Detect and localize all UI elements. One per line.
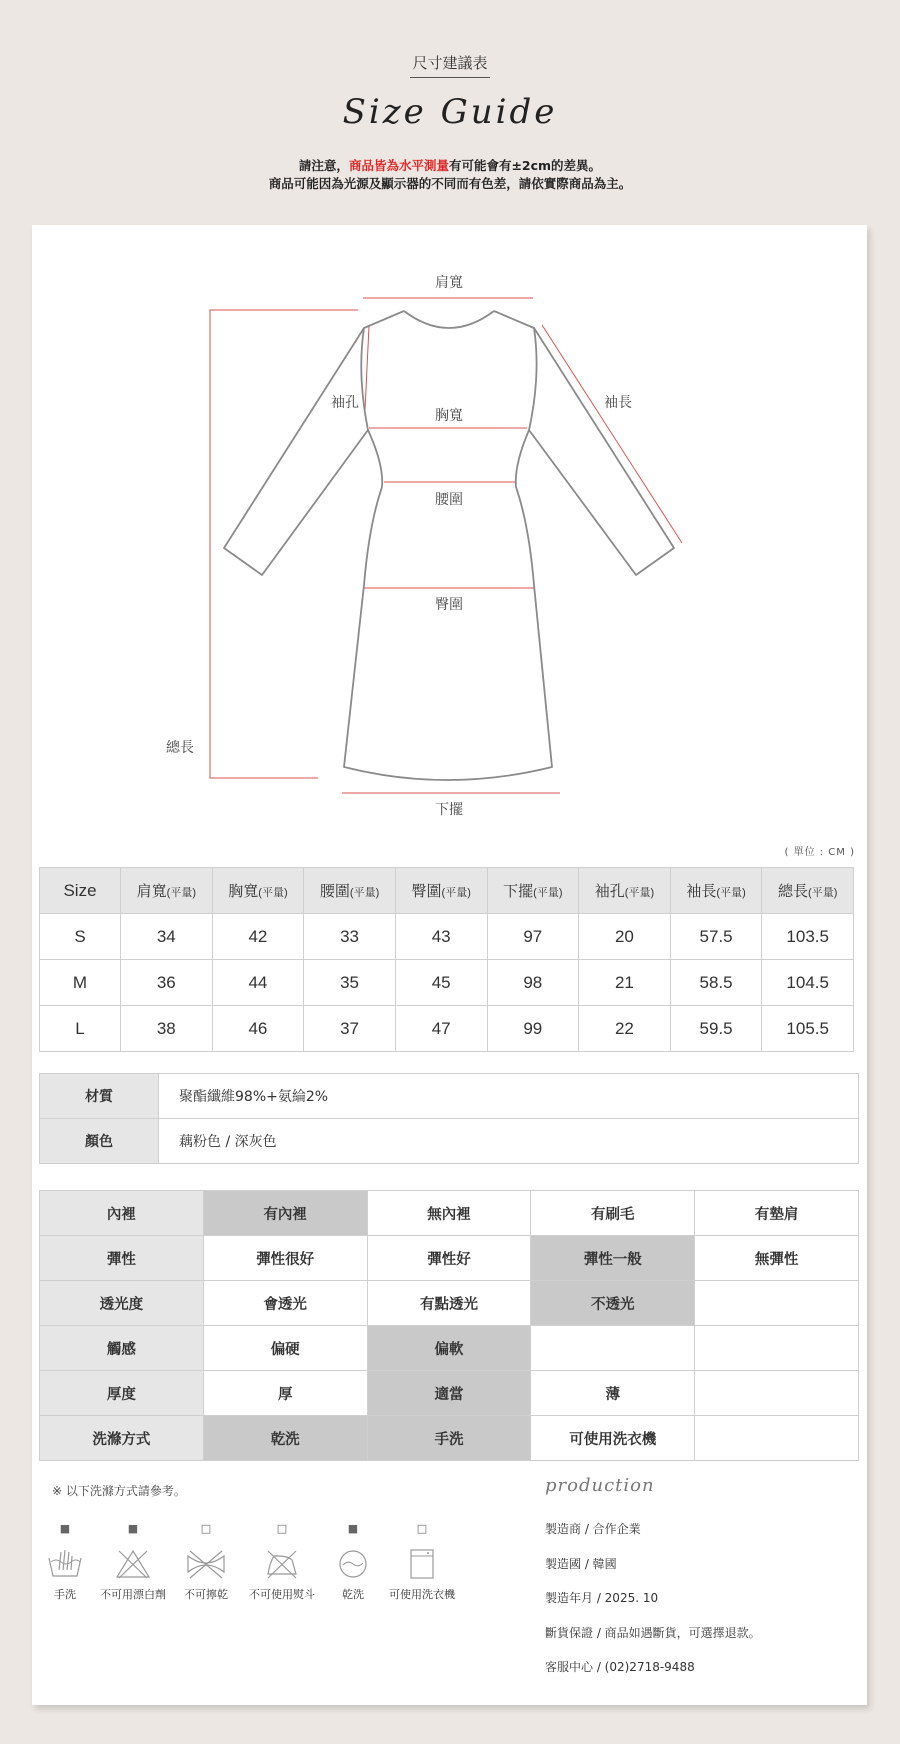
table-cell: 59.5 xyxy=(670,1006,762,1052)
size-cell: L xyxy=(40,1006,121,1052)
table-cell: 22 xyxy=(579,1006,671,1052)
material-table xyxy=(39,1073,859,1164)
table-cell: 103.5 xyxy=(762,914,854,960)
color-label: 顏色 xyxy=(40,1119,159,1164)
page-title: Size Guide xyxy=(342,92,558,132)
column-header: 腰圍(平量) xyxy=(304,868,396,914)
attribute-option: 彈性好 xyxy=(367,1236,531,1281)
attribute-row xyxy=(40,1281,859,1326)
color-value: 藕粉色 / 深灰色 xyxy=(159,1119,859,1164)
wash-item-hand-wash: ■ 手洗 xyxy=(25,1522,105,1602)
attribute-option: 會透光 xyxy=(203,1281,367,1326)
size-cell: M xyxy=(40,960,121,1006)
attribute-table xyxy=(39,1190,859,1461)
table-cell: 33 xyxy=(304,914,396,960)
dress-illustration xyxy=(32,225,867,835)
service-line: 客服中心 / (02)2718-9488 xyxy=(545,1660,695,1674)
attribute-row xyxy=(40,1371,859,1416)
wash-note: ※ 以下洗滌方式請參考。 xyxy=(52,1484,186,1498)
attribute-label: 洗滌方式 xyxy=(40,1416,204,1461)
table-cell: 57.5 xyxy=(670,914,762,960)
attribute-option: 無內裡 xyxy=(367,1191,531,1236)
check-mark: ■ xyxy=(347,1522,359,1535)
wash-item-no-wring: □ 不可擰乾 xyxy=(166,1522,246,1602)
guarantee-line: 斷貨保證 / 商品如遇斷貨，可選擇退款。 xyxy=(545,1626,761,1640)
table-row xyxy=(40,914,854,960)
attribute-label: 觸感 xyxy=(40,1326,204,1371)
material-row xyxy=(40,1074,859,1119)
date-line: 製造年月 / 2025. 10 xyxy=(545,1591,659,1605)
check-mark: ■ xyxy=(59,1522,71,1535)
table-cell: 99 xyxy=(487,1006,579,1052)
check-mark: □ xyxy=(200,1522,212,1535)
attribute-row xyxy=(40,1191,859,1236)
notice-highlight: 商品皆為水平測量 xyxy=(348,158,449,173)
table-cell: 105.5 xyxy=(762,1006,854,1052)
table-cell: 20 xyxy=(579,914,671,960)
attribute-row xyxy=(40,1236,859,1281)
column-header: 袖孔(平量) xyxy=(579,868,671,914)
notice-line-1: 請注意，商品皆為水平測量有可能會有±2cm的差異。 xyxy=(298,158,602,173)
attribute-option: 適當 xyxy=(367,1371,531,1416)
attribute-option: 彈性很好 xyxy=(203,1236,367,1281)
table-cell: 36 xyxy=(121,960,213,1006)
attribute-option xyxy=(695,1416,859,1461)
attribute-option: 有內裡 xyxy=(203,1191,367,1236)
wash-item-no-bleach: ■ 不可用漂白劑 xyxy=(93,1522,173,1602)
table-cell: 44 xyxy=(212,960,304,1006)
table-cell: 43 xyxy=(395,914,487,960)
wash-item-washing-machine: □ 可使用洗衣機 xyxy=(382,1522,462,1602)
column-header: 肩寬(平量) xyxy=(121,868,213,914)
check-mark: ■ xyxy=(127,1522,139,1535)
material-value: 聚酯纖維98%+氨綸2% xyxy=(159,1074,859,1119)
attribute-option: 無彈性 xyxy=(695,1236,859,1281)
size-guide-card xyxy=(32,225,867,1705)
table-cell: 58.5 xyxy=(670,960,762,1006)
armhole-label: 袖孔 xyxy=(331,395,359,411)
attribute-row xyxy=(40,1416,859,1461)
attribute-option: 厚 xyxy=(203,1371,367,1416)
chest-label: 胸寬 xyxy=(435,408,463,424)
no-bleach-icon xyxy=(115,1548,151,1580)
attribute-option: 不透光 xyxy=(531,1281,695,1326)
attribute-option xyxy=(695,1371,859,1416)
attribute-option: 薄 xyxy=(531,1371,695,1416)
attribute-option: 偏硬 xyxy=(203,1326,367,1371)
column-header: 袖長(平量) xyxy=(670,868,762,914)
total-length-label: 總長 xyxy=(166,740,194,756)
no-iron-icon xyxy=(264,1548,300,1580)
column-header: 胸寬(平量) xyxy=(212,868,304,914)
attribute-row xyxy=(40,1326,859,1371)
attribute-option: 有點透光 xyxy=(367,1281,531,1326)
size-column-header: Size xyxy=(40,868,121,914)
garment-diagram xyxy=(32,225,867,835)
attribute-option: 手洗 xyxy=(367,1416,531,1461)
size-chart-caption: 尺寸建議表 xyxy=(0,52,900,78)
table-cell: 42 xyxy=(212,914,304,960)
dry-clean-icon xyxy=(335,1548,371,1580)
table-cell: 98 xyxy=(487,960,579,1006)
table-cell: 38 xyxy=(121,1006,213,1052)
shoulder-label: 肩寬 xyxy=(435,275,463,291)
table-cell: 97 xyxy=(487,914,579,960)
unit-note: ( 單位 : CM ) xyxy=(784,847,855,858)
table-cell: 35 xyxy=(304,960,396,1006)
table-cell: 46 xyxy=(212,1006,304,1052)
check-mark: □ xyxy=(276,1522,288,1535)
size-cell: S xyxy=(40,914,121,960)
attribute-option: 有墊肩 xyxy=(695,1191,859,1236)
attribute-option: 可使用洗衣機 xyxy=(531,1416,695,1461)
color-row xyxy=(40,1119,859,1164)
column-header: 臀圍(平量) xyxy=(395,868,487,914)
table-cell: 37 xyxy=(304,1006,396,1052)
attribute-option: 乾洗 xyxy=(203,1416,367,1461)
table-row xyxy=(40,960,854,1006)
attribute-label: 內裡 xyxy=(40,1191,204,1236)
material-label: 材質 xyxy=(40,1074,159,1119)
production-title: production xyxy=(545,1475,655,1496)
size-table xyxy=(39,867,854,1052)
hem-label: 下擺 xyxy=(435,802,463,818)
attribute-label: 厚度 xyxy=(40,1371,204,1416)
column-header: 下擺(平量) xyxy=(487,868,579,914)
table-cell: 47 xyxy=(395,1006,487,1052)
attribute-label: 彈性 xyxy=(40,1236,204,1281)
attribute-option xyxy=(531,1326,695,1371)
check-mark: □ xyxy=(416,1522,428,1535)
wash-item-dry-clean: ■ 乾洗 xyxy=(313,1522,393,1602)
table-cell: 45 xyxy=(395,960,487,1006)
table-cell: 21 xyxy=(579,960,671,1006)
sleeve-length-label: 袖長 xyxy=(604,395,632,411)
wash-item-no-iron: □ 不可使用熨斗 xyxy=(242,1522,322,1602)
table-cell: 34 xyxy=(121,914,213,960)
table-cell: 104.5 xyxy=(762,960,854,1006)
manufacturer-line: 製造商 / 合作企業 xyxy=(545,1522,641,1536)
attribute-option: 有刷毛 xyxy=(531,1191,695,1236)
attribute-label: 透光度 xyxy=(40,1281,204,1326)
column-header: 總長(平量) xyxy=(762,868,854,914)
notice-line-2: 商品可能因為光源及顯示器的不同而有色差，請依實際商品為主。 xyxy=(268,176,632,191)
country-line: 製造國 / 韓國 xyxy=(545,1557,617,1571)
size-table-header xyxy=(40,868,854,914)
washing-machine-icon xyxy=(404,1548,440,1580)
attribute-option xyxy=(695,1326,859,1371)
attribute-option: 偏軟 xyxy=(367,1326,531,1371)
attribute-option xyxy=(695,1281,859,1326)
attribute-option: 彈性一般 xyxy=(531,1236,695,1281)
waist-label: 腰圍 xyxy=(435,492,463,508)
table-row xyxy=(40,1006,854,1052)
no-wring-icon xyxy=(186,1548,226,1580)
hand-wash-icon xyxy=(47,1548,83,1580)
hip-label: 臀圍 xyxy=(435,597,463,613)
